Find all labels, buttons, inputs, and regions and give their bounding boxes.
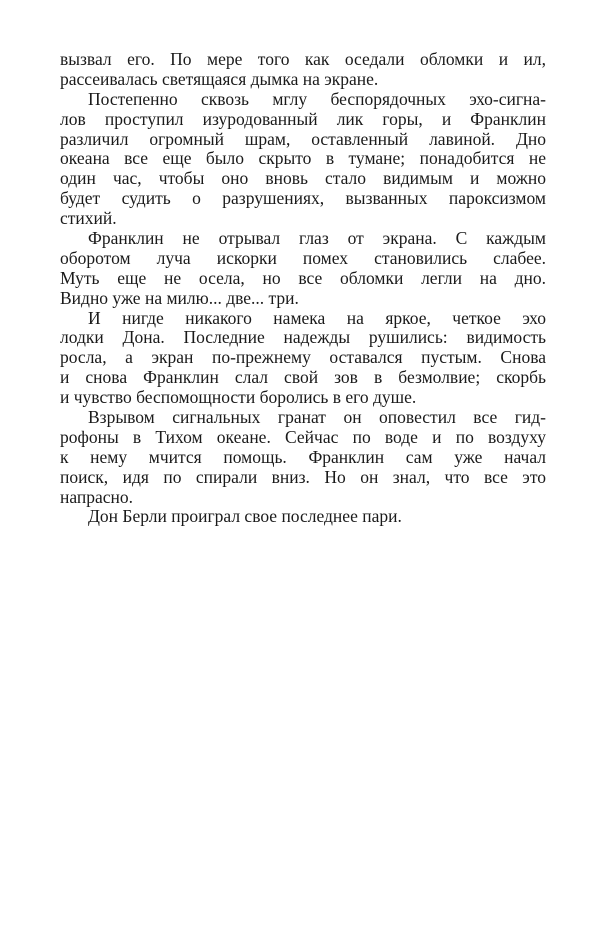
text-line: И нигде никакого намека на яркое, четкое эхо	[88, 307, 546, 328]
text-line: Франклин не отрывал глаз от экрана. С каждым	[88, 228, 546, 249]
paragraph	[60, 90, 546, 229]
text-line: один час, чтобы оно вновь стало видимым и можно	[60, 168, 546, 189]
text-line: оборотом луча искорки помех становились слабее.	[60, 247, 546, 268]
text-line: вызвал его. По мере того как оседали обломки и ил,	[60, 49, 546, 69]
text-line: и снова Франклин слал свой зов в безмолвие; скорбь	[60, 367, 546, 388]
text-line: Взрывом сигнальных гранат он оповестил все гид-	[88, 407, 546, 428]
text-line: океана все еще было скрыто в тумане; понадобится не	[60, 148, 546, 169]
text-line: Муть еще не осела, но все обломки легли на дно.	[60, 267, 546, 288]
text-line: лодки Дона. Последние надежды рушились: видимость	[60, 327, 546, 348]
text-line: к нему мчится помощь. Франклин сам уже начал	[60, 446, 546, 467]
paragraph	[60, 408, 546, 507]
text-line: рассеивалась светящаяся дымка на экране.	[60, 68, 379, 89]
text-line: рофоны в Тихом океане. Сейчас по воде и по воздуху	[60, 426, 546, 447]
paragraph	[60, 309, 546, 408]
text-line: стихий.	[60, 208, 117, 229]
text-line: Видно уже на милю... две... три.	[60, 287, 299, 308]
text-line: Дон Берли проиграл свое последнее пари.	[88, 506, 402, 527]
page-text	[60, 50, 546, 527]
paragraph	[60, 229, 546, 309]
text-line: и чувство беспомощности боролись в его душе.	[60, 387, 417, 408]
text-line: напрасно.	[60, 486, 134, 507]
text-line: лов проступил изуродованный лик горы, и Франклин	[60, 108, 546, 129]
text-line: росла, а экран по-прежнему оставался пустым. Снова	[60, 347, 546, 368]
paragraph	[60, 507, 546, 527]
text-line: различил огромный шрам, оставленный лавиной. Дно	[60, 128, 546, 149]
text-line: поиск, идя по спирали вниз. Но он знал, что все это	[60, 466, 546, 487]
text-line: будет судить о разрушениях, вызванных пароксизмом	[60, 188, 546, 209]
paragraph	[60, 50, 546, 90]
text-line: Постепенно сквозь мглу беспорядочных эхо-сигна-	[88, 88, 546, 109]
